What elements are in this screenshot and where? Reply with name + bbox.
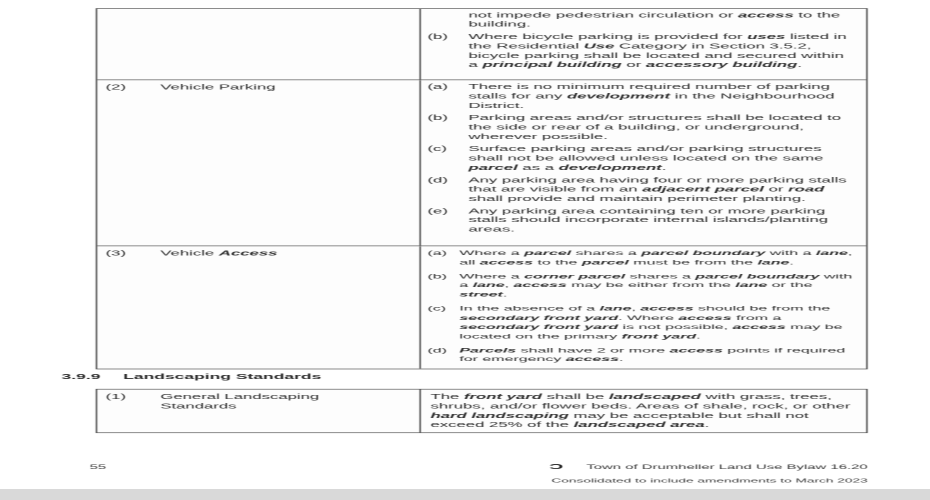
clause-letter: (b) [427,33,448,42]
row-label-cell [96,80,421,245]
row-content-cell [421,246,866,368]
clause [427,346,854,365]
clause-text: Parking areas and/or structures shall be located to the side or rear of a building, or underground, wherever possible. [468,114,842,141]
clause-letter [427,11,468,30]
landscaping-standards-table [95,389,868,433]
drumheller-logo-icon: Ɔ [549,463,563,471]
scan-edge-strip [0,489,930,500]
clause-text: The front yard shall be landscaped with grass, trees, shrubs, and/or flower beds. Areas of shale, rock, or other hard landscaping may be acceptable but shall not exceed 25% of the landscaped area. [430,393,851,429]
clause-text: Parcels shall have 2 or more access points if required for emergency access. [459,346,846,364]
clause-text: There is no minimum required number of parking stalls for any development in the Neighbourhood District. [468,83,835,110]
row-content-cell [421,80,866,245]
section-heading [62,372,322,381]
clause-text: not impede pedestrian circulation or access to the building. [468,11,841,29]
clause-text: Any parking area containing ten or more parking stalls should incorporate internal islands/planting areas. [468,207,829,234]
clause [427,114,854,142]
row-number: (1) [105,393,127,402]
clause-text: Where a corner parcel shares a parcel boundary with a lane, access may be either from the lane or the street. [459,272,853,299]
table-row-general-landscaping [96,390,866,433]
footer-right-group [550,463,868,471]
row-label-cell [96,9,421,80]
clause-letter: (b) [427,114,448,123]
row-content-cell [421,9,866,80]
table-row-vehicle-parking [96,80,866,246]
clause [430,393,854,430]
section-title: Landscaping Standards [123,372,322,381]
row-label-cell [96,246,421,368]
clause-letter: (d) [427,176,448,185]
clause-letter: (c) [427,304,447,313]
clause-letter: (e) [427,207,448,216]
clause [427,33,854,70]
row-title: Vehicle Access [160,250,278,258]
clause [427,272,854,300]
section-number: 3.9.9 [61,372,101,381]
clause [427,249,854,268]
clause-text: Where a parcel shares a parcel boundary with a lane, all access to the parcel must be from the lane. [459,249,853,267]
row-title: Vehicle Parking [160,84,276,92]
consolidation-note: Consolidated to include amendments to March 2023 [551,476,868,484]
clause-letter: (a) [427,249,447,258]
clause-text: Where bicycle parking is provided for uses listed in the Residential Use Category in Section 3.5.2, bicycle parking shall be located and secured within a principal building or accessory building. [468,33,847,69]
bylaw-title: Town of Drumheller Land Use Bylaw 16.20 [586,464,868,471]
row-content-cell [421,390,866,433]
row-title: General Landscaping Standards [160,393,320,411]
clause-letter: (a) [427,83,448,92]
clause-text: Surface parking areas and/or parking structures shall not be allowed unless located on the same parcel as a development. [468,145,824,172]
clause [427,145,854,173]
page-number: 55 [89,464,107,471]
clause [427,207,854,235]
clause [427,11,854,30]
clause-text: Any parking area having four or more parking stalls that are visible from an adjacent parcel or road shall provide and maintain perimeter planting. [468,176,847,203]
clause-text: In the absence of a lane, access should be from the secondary front yard. Where access from a secondary front yard is not possible, access may be located on the primary front yard. [459,304,843,341]
clause [427,83,854,111]
clause [427,176,854,204]
table-row-continuation [96,9,866,80]
clause-letter: (c) [427,145,447,154]
row-number: (3) [105,250,127,258]
clause-letter: (d) [427,346,447,354]
row-number: (2) [105,84,127,92]
clause-letter: (b) [427,272,447,281]
table-row-vehicle-access [96,246,866,369]
page-footer [90,463,868,471]
row-label-cell [96,390,421,433]
development-standards-table [95,8,868,369]
clause [427,304,854,341]
